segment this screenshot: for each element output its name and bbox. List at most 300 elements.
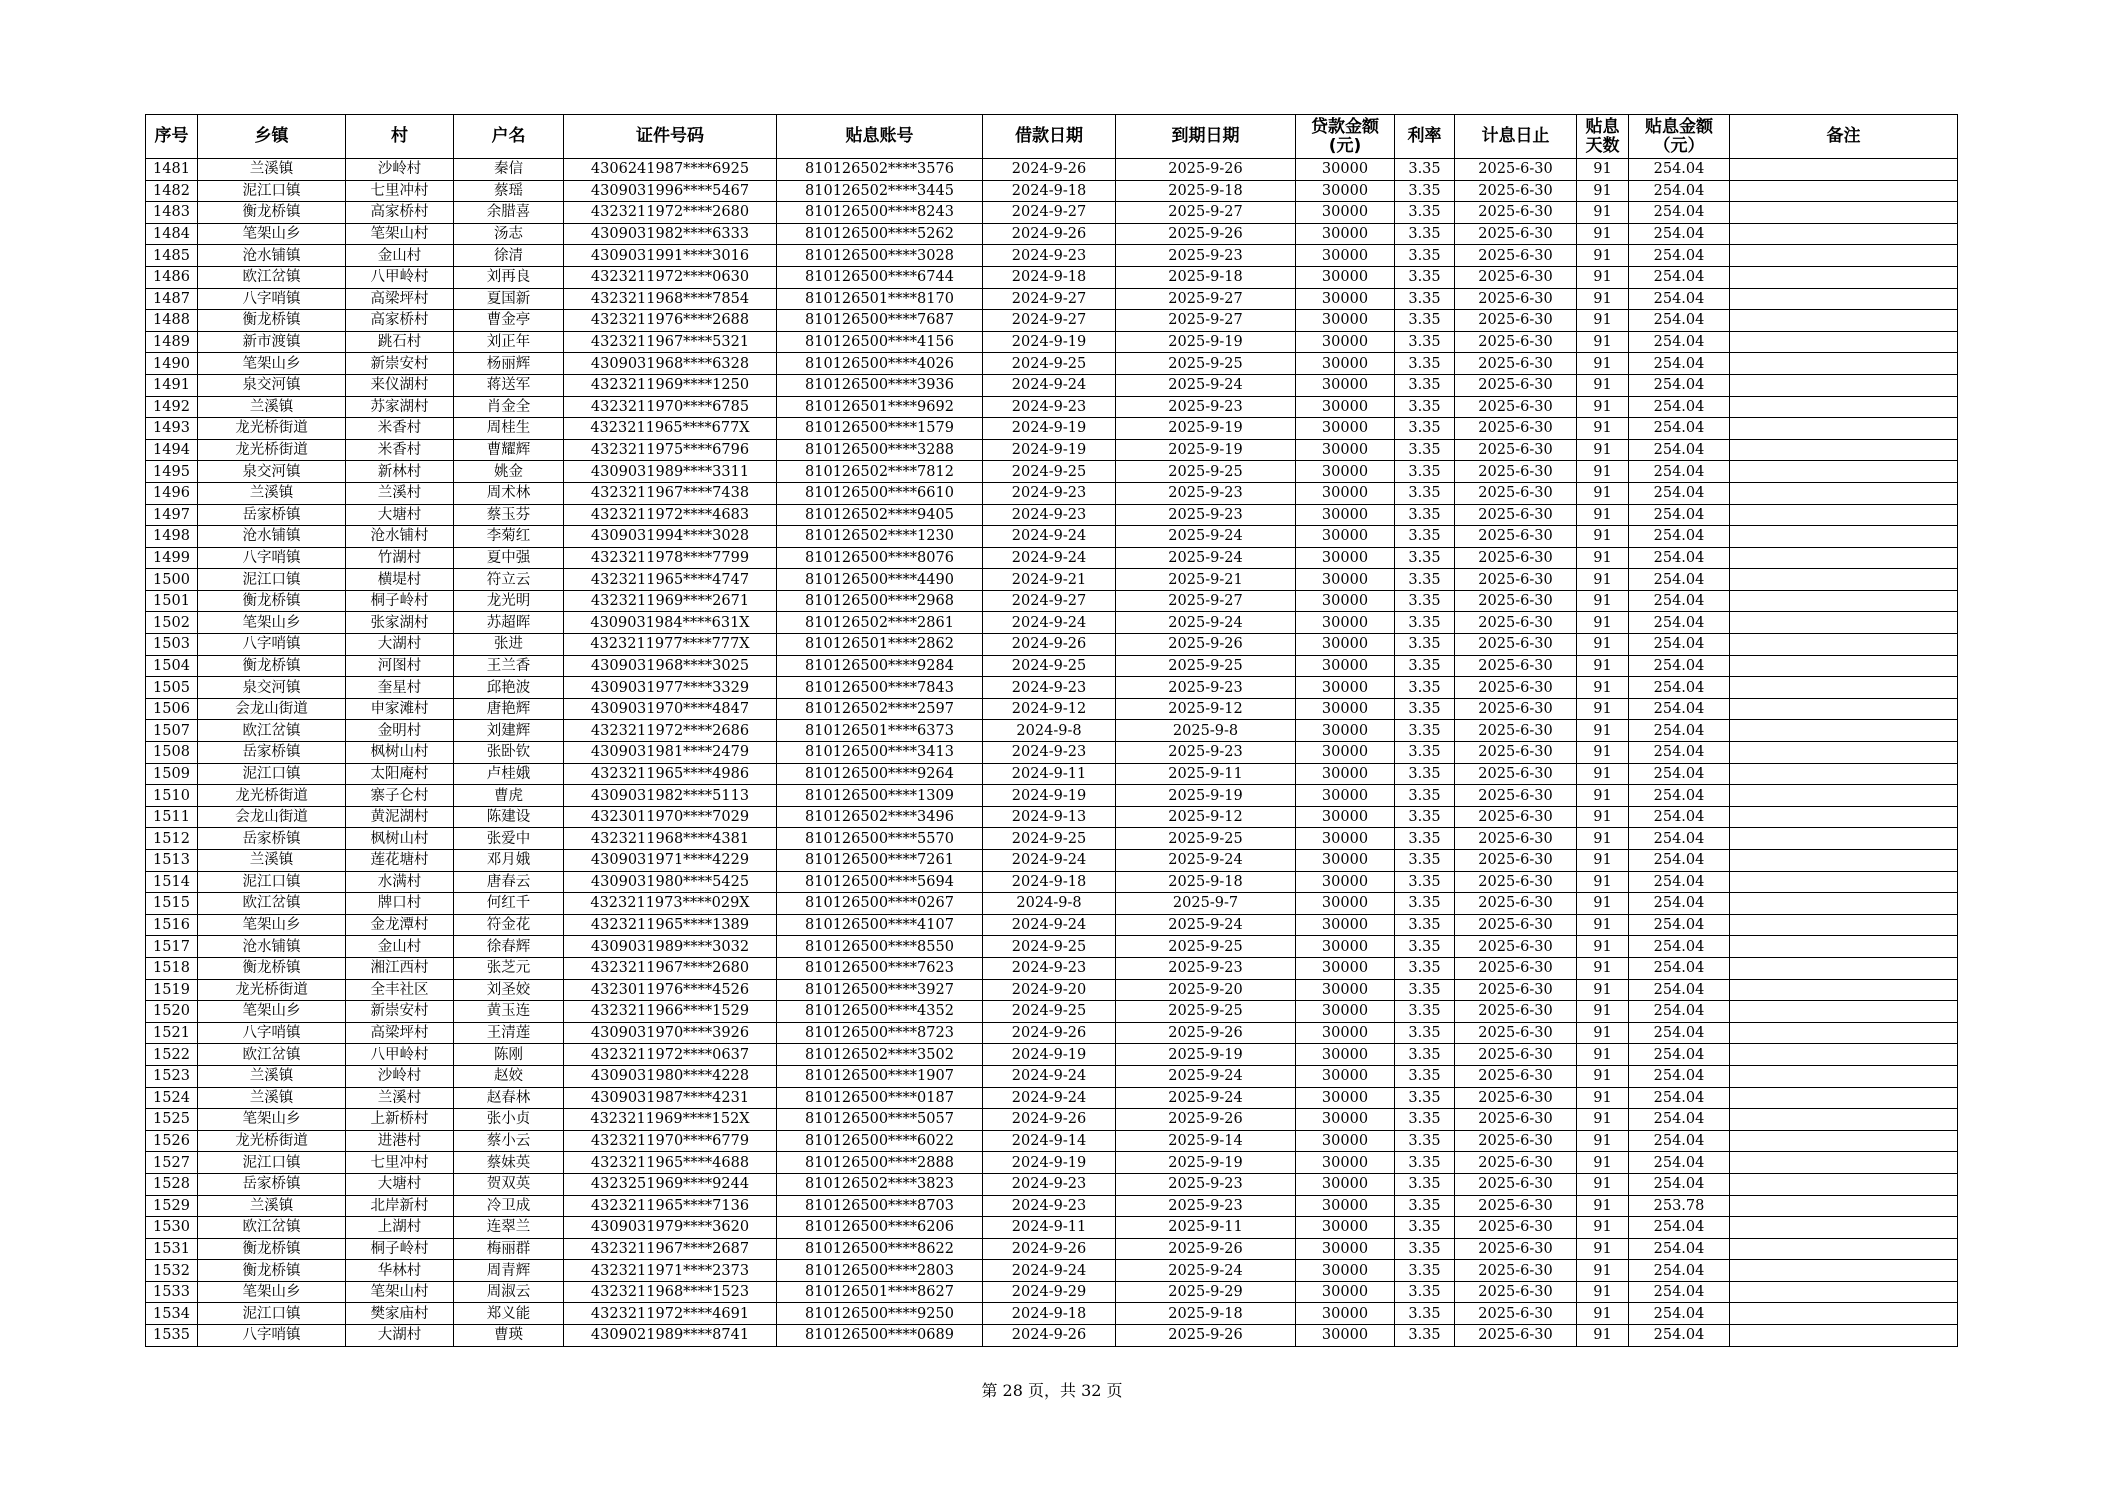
cell-subsidy-days: 91 xyxy=(1577,806,1629,828)
cell-loan-date: 2024-9-19 xyxy=(983,331,1116,353)
cell-village: 新崇安村 xyxy=(346,1001,454,1023)
cell-rate: 3.35 xyxy=(1395,850,1455,872)
cell-subsidy-amount: 254.04 xyxy=(1629,202,1730,224)
cell-name: 连翠兰 xyxy=(454,1217,564,1239)
cell-rate: 3.35 xyxy=(1395,742,1455,764)
cell-name: 周青辉 xyxy=(454,1260,564,1282)
cell-subsidy-days: 91 xyxy=(1577,245,1629,267)
cell-loan-date: 2024-9-23 xyxy=(983,245,1116,267)
cell-remark xyxy=(1730,612,1958,634)
cell-village: 牌口村 xyxy=(346,893,454,915)
cell-loan-amount: 30000 xyxy=(1296,180,1395,202)
table-row xyxy=(146,1217,1958,1239)
cell-interest-end: 2025-6-30 xyxy=(1455,828,1577,850)
cell-account: 810126500****1579 xyxy=(777,418,983,440)
cell-name: 张卧钦 xyxy=(454,742,564,764)
cell-id-number: 4309031968****6328 xyxy=(564,353,777,375)
cell-village: 竹湖村 xyxy=(346,547,454,569)
cell-loan-amount: 30000 xyxy=(1296,1022,1395,1044)
cell-rate: 3.35 xyxy=(1395,1325,1455,1347)
cell-subsidy-amount: 254.04 xyxy=(1629,1130,1730,1152)
cell-account: 810126500****7261 xyxy=(777,850,983,872)
cell-loan-amount: 30000 xyxy=(1296,590,1395,612)
cell-town: 泥江口镇 xyxy=(198,569,346,591)
cell-name: 蔡小云 xyxy=(454,1130,564,1152)
cell-interest-end: 2025-6-30 xyxy=(1455,957,1577,979)
cell-interest-end: 2025-6-30 xyxy=(1455,806,1577,828)
cell-subsidy-amount: 254.04 xyxy=(1629,1152,1730,1174)
cell-due-date: 2025-9-27 xyxy=(1116,310,1296,332)
cell-loan-date: 2024-9-27 xyxy=(983,288,1116,310)
cell-loan-date: 2024-9-25 xyxy=(983,828,1116,850)
cell-subsidy-amount: 253.78 xyxy=(1629,1195,1730,1217)
cell-seq: 1505 xyxy=(146,677,198,699)
cell-due-date: 2025-9-26 xyxy=(1116,1022,1296,1044)
cell-due-date: 2025-9-12 xyxy=(1116,806,1296,828)
cell-subsidy-days: 91 xyxy=(1577,1130,1629,1152)
cell-town: 欧江岔镇 xyxy=(198,1217,346,1239)
header-seq: 序号 xyxy=(146,115,198,159)
cell-account: 810126502****3445 xyxy=(777,180,983,202)
table-row xyxy=(146,1173,1958,1195)
cell-village: 苏家湖村 xyxy=(346,396,454,418)
cell-account: 810126500****5570 xyxy=(777,828,983,850)
cell-loan-date: 2024-9-19 xyxy=(983,785,1116,807)
cell-subsidy-days: 91 xyxy=(1577,979,1629,1001)
cell-loan-amount: 30000 xyxy=(1296,1109,1395,1131)
cell-account: 810126500****9284 xyxy=(777,655,983,677)
cell-loan-amount: 30000 xyxy=(1296,482,1395,504)
cell-interest-end: 2025-6-30 xyxy=(1455,936,1577,958)
cell-remark xyxy=(1730,1238,1958,1260)
cell-interest-end: 2025-6-30 xyxy=(1455,266,1577,288)
cell-subsidy-days: 91 xyxy=(1577,590,1629,612)
cell-due-date: 2025-9-27 xyxy=(1116,288,1296,310)
cell-due-date: 2025-9-21 xyxy=(1116,569,1296,591)
cell-subsidy-amount: 254.04 xyxy=(1629,331,1730,353)
cell-interest-end: 2025-6-30 xyxy=(1455,569,1577,591)
cell-remark xyxy=(1730,785,1958,807)
cell-rate: 3.35 xyxy=(1395,871,1455,893)
cell-due-date: 2025-9-24 xyxy=(1116,526,1296,548)
cell-account: 810126500****7623 xyxy=(777,957,983,979)
cell-seq: 1527 xyxy=(146,1152,198,1174)
cell-rate: 3.35 xyxy=(1395,677,1455,699)
cell-subsidy-days: 91 xyxy=(1577,396,1629,418)
cell-seq: 1482 xyxy=(146,180,198,202)
cell-loan-amount: 30000 xyxy=(1296,1217,1395,1239)
cell-rate: 3.35 xyxy=(1395,504,1455,526)
cell-subsidy-amount: 254.04 xyxy=(1629,806,1730,828)
cell-name: 曹瑛 xyxy=(454,1325,564,1347)
cell-loan-date: 2024-9-27 xyxy=(983,202,1116,224)
cell-seq: 1489 xyxy=(146,331,198,353)
table-row xyxy=(146,439,1958,461)
cell-rate: 3.35 xyxy=(1395,1152,1455,1174)
cell-due-date: 2025-9-19 xyxy=(1116,785,1296,807)
cell-loan-amount: 30000 xyxy=(1296,245,1395,267)
table-row xyxy=(146,850,1958,872)
cell-loan-amount: 30000 xyxy=(1296,979,1395,1001)
cell-seq: 1488 xyxy=(146,310,198,332)
cell-loan-date: 2024-9-24 xyxy=(983,914,1116,936)
cell-town: 泥江口镇 xyxy=(198,1152,346,1174)
cell-village: 兰溪村 xyxy=(346,482,454,504)
cell-seq: 1500 xyxy=(146,569,198,591)
cell-loan-amount: 30000 xyxy=(1296,1325,1395,1347)
cell-subsidy-amount: 254.04 xyxy=(1629,914,1730,936)
cell-subsidy-days: 91 xyxy=(1577,936,1629,958)
cell-rate: 3.35 xyxy=(1395,1281,1455,1303)
cell-interest-end: 2025-6-30 xyxy=(1455,850,1577,872)
cell-loan-amount: 30000 xyxy=(1296,850,1395,872)
header-id-number: 证件号码 xyxy=(564,115,777,159)
cell-name: 夏中强 xyxy=(454,547,564,569)
cell-village: 全丰社区 xyxy=(346,979,454,1001)
table-row xyxy=(146,526,1958,548)
cell-subsidy-amount: 254.04 xyxy=(1629,677,1730,699)
cell-subsidy-amount: 254.04 xyxy=(1629,159,1730,181)
cell-interest-end: 2025-6-30 xyxy=(1455,1303,1577,1325)
table-row xyxy=(146,1260,1958,1282)
header-rate: 利率 xyxy=(1395,115,1455,159)
cell-account: 810126500****8622 xyxy=(777,1238,983,1260)
cell-account: 810126500****8723 xyxy=(777,1022,983,1044)
table-row xyxy=(146,1087,1958,1109)
cell-rate: 3.35 xyxy=(1395,698,1455,720)
cell-due-date: 2025-9-19 xyxy=(1116,418,1296,440)
cell-name: 张小贞 xyxy=(454,1109,564,1131)
cell-remark xyxy=(1730,245,1958,267)
table-row xyxy=(146,698,1958,720)
cell-interest-end: 2025-6-30 xyxy=(1455,353,1577,375)
cell-village: 笔架山村 xyxy=(346,1281,454,1303)
cell-village: 高家桥村 xyxy=(346,202,454,224)
cell-town: 会龙山街道 xyxy=(198,698,346,720)
cell-rate: 3.35 xyxy=(1395,590,1455,612)
cell-name: 曹虎 xyxy=(454,785,564,807)
cell-town: 欧江岔镇 xyxy=(198,1044,346,1066)
cell-town: 衡龙桥镇 xyxy=(198,1260,346,1282)
table-row xyxy=(146,1044,1958,1066)
cell-loan-date: 2024-9-26 xyxy=(983,1109,1116,1131)
cell-name: 秦信 xyxy=(454,159,564,181)
header-loan-date: 借款日期 xyxy=(983,115,1116,159)
cell-account: 810126500****9264 xyxy=(777,763,983,785)
table-row xyxy=(146,1281,1958,1303)
cell-town: 衡龙桥镇 xyxy=(198,310,346,332)
cell-loan-date: 2024-9-23 xyxy=(983,957,1116,979)
cell-id-number: 4309031977****3329 xyxy=(564,677,777,699)
cell-village: 米香村 xyxy=(346,439,454,461)
cell-id-number: 4323211967****7438 xyxy=(564,482,777,504)
cell-interest-end: 2025-6-30 xyxy=(1455,1238,1577,1260)
table-row xyxy=(146,634,1958,656)
cell-subsidy-amount: 254.04 xyxy=(1629,590,1730,612)
cell-due-date: 2025-9-19 xyxy=(1116,439,1296,461)
cell-village: 黄泥湖村 xyxy=(346,806,454,828)
cell-subsidy-days: 91 xyxy=(1577,1325,1629,1347)
cell-id-number: 4323251969****9244 xyxy=(564,1173,777,1195)
cell-subsidy-amount: 254.04 xyxy=(1629,1173,1730,1195)
cell-id-number: 4323011976****4526 xyxy=(564,979,777,1001)
cell-due-date: 2025-9-19 xyxy=(1116,1152,1296,1174)
cell-interest-end: 2025-6-30 xyxy=(1455,1173,1577,1195)
cell-rate: 3.35 xyxy=(1395,828,1455,850)
cell-village: 七里冲村 xyxy=(346,180,454,202)
cell-subsidy-amount: 254.04 xyxy=(1629,461,1730,483)
cell-remark xyxy=(1730,850,1958,872)
cell-interest-end: 2025-6-30 xyxy=(1455,288,1577,310)
cell-loan-date: 2024-9-24 xyxy=(983,374,1116,396)
cell-name: 徐清 xyxy=(454,245,564,267)
cell-subsidy-amount: 254.04 xyxy=(1629,979,1730,1001)
cell-subsidy-days: 91 xyxy=(1577,374,1629,396)
cell-name: 苏超晖 xyxy=(454,612,564,634)
cell-interest-end: 2025-6-30 xyxy=(1455,720,1577,742)
cell-rate: 3.35 xyxy=(1395,374,1455,396)
cell-town: 龙光桥街道 xyxy=(198,439,346,461)
cell-interest-end: 2025-6-30 xyxy=(1455,1325,1577,1347)
cell-rate: 3.35 xyxy=(1395,936,1455,958)
header-village: 村 xyxy=(346,115,454,159)
cell-account: 810126500****8703 xyxy=(777,1195,983,1217)
cell-remark xyxy=(1730,1281,1958,1303)
cell-loan-amount: 30000 xyxy=(1296,655,1395,677)
cell-subsidy-days: 91 xyxy=(1577,331,1629,353)
cell-due-date: 2025-9-23 xyxy=(1116,396,1296,418)
cell-account: 810126500****8076 xyxy=(777,547,983,569)
cell-account: 810126501****9692 xyxy=(777,396,983,418)
cell-name: 蔡玉芬 xyxy=(454,504,564,526)
cell-interest-end: 2025-6-30 xyxy=(1455,180,1577,202)
cell-loan-amount: 30000 xyxy=(1296,806,1395,828)
cell-id-number: 4323211967****5321 xyxy=(564,331,777,353)
cell-due-date: 2025-9-19 xyxy=(1116,1044,1296,1066)
table-row xyxy=(146,461,1958,483)
cell-subsidy-amount: 254.04 xyxy=(1629,245,1730,267)
cell-name: 赵姣 xyxy=(454,1065,564,1087)
cell-name: 周淑云 xyxy=(454,1281,564,1303)
cell-subsidy-days: 91 xyxy=(1577,893,1629,915)
cell-loan-date: 2024-9-23 xyxy=(983,504,1116,526)
cell-village: 寨子仑村 xyxy=(346,785,454,807)
cell-subsidy-days: 91 xyxy=(1577,1303,1629,1325)
cell-subsidy-days: 91 xyxy=(1577,1087,1629,1109)
cell-id-number: 4323211978****7799 xyxy=(564,547,777,569)
cell-town: 泥江口镇 xyxy=(198,180,346,202)
cell-remark xyxy=(1730,223,1958,245)
cell-remark xyxy=(1730,310,1958,332)
cell-loan-amount: 30000 xyxy=(1296,742,1395,764)
cell-due-date: 2025-9-26 xyxy=(1116,223,1296,245)
cell-loan-amount: 30000 xyxy=(1296,1260,1395,1282)
cell-id-number: 4323211967****2680 xyxy=(564,957,777,979)
cell-loan-amount: 30000 xyxy=(1296,223,1395,245)
table-row xyxy=(146,1303,1958,1325)
table-row xyxy=(146,482,1958,504)
cell-rate: 3.35 xyxy=(1395,785,1455,807)
cell-subsidy-amount: 254.04 xyxy=(1629,612,1730,634)
cell-town: 兰溪镇 xyxy=(198,1195,346,1217)
cell-village: 枫树山村 xyxy=(346,828,454,850)
cell-remark xyxy=(1730,1065,1958,1087)
cell-name: 符立云 xyxy=(454,569,564,591)
cell-account: 810126502****2597 xyxy=(777,698,983,720)
cell-id-number: 4309031989****3032 xyxy=(564,936,777,958)
cell-remark xyxy=(1730,763,1958,785)
cell-name: 赵春林 xyxy=(454,1087,564,1109)
cell-interest-end: 2025-6-30 xyxy=(1455,461,1577,483)
cell-village: 上新桥村 xyxy=(346,1109,454,1131)
cell-loan-amount: 30000 xyxy=(1296,418,1395,440)
table-row xyxy=(146,720,1958,742)
cell-interest-end: 2025-6-30 xyxy=(1455,223,1577,245)
cell-loan-amount: 30000 xyxy=(1296,439,1395,461)
cell-seq: 1531 xyxy=(146,1238,198,1260)
cell-subsidy-days: 91 xyxy=(1577,1195,1629,1217)
cell-village: 太阳庵村 xyxy=(346,763,454,785)
cell-rate: 3.35 xyxy=(1395,957,1455,979)
cell-account: 810126500****3927 xyxy=(777,979,983,1001)
cell-loan-date: 2024-9-26 xyxy=(983,1238,1116,1260)
cell-subsidy-amount: 254.04 xyxy=(1629,396,1730,418)
cell-rate: 3.35 xyxy=(1395,245,1455,267)
cell-village: 湘江西村 xyxy=(346,957,454,979)
cell-seq: 1490 xyxy=(146,353,198,375)
cell-town: 龙光桥街道 xyxy=(198,418,346,440)
cell-due-date: 2025-9-25 xyxy=(1116,936,1296,958)
cell-seq: 1521 xyxy=(146,1022,198,1044)
cell-remark xyxy=(1730,1195,1958,1217)
cell-remark xyxy=(1730,180,1958,202)
cell-loan-date: 2024-9-21 xyxy=(983,569,1116,591)
cell-village: 奎星村 xyxy=(346,677,454,699)
cell-seq: 1498 xyxy=(146,526,198,548)
cell-subsidy-amount: 254.04 xyxy=(1629,1087,1730,1109)
cell-subsidy-amount: 254.04 xyxy=(1629,569,1730,591)
cell-loan-date: 2024-9-11 xyxy=(983,1217,1116,1239)
cell-due-date: 2025-9-23 xyxy=(1116,504,1296,526)
cell-seq: 1503 xyxy=(146,634,198,656)
cell-village: 桐子岭村 xyxy=(346,590,454,612)
cell-account: 810126502****3823 xyxy=(777,1173,983,1195)
cell-loan-amount: 30000 xyxy=(1296,353,1395,375)
cell-village: 华林村 xyxy=(346,1260,454,1282)
cell-remark xyxy=(1730,634,1958,656)
cell-account: 810126500****8550 xyxy=(777,936,983,958)
table-row xyxy=(146,893,1958,915)
cell-interest-end: 2025-6-30 xyxy=(1455,785,1577,807)
cell-town: 沧水铺镇 xyxy=(198,526,346,548)
cell-interest-end: 2025-6-30 xyxy=(1455,1281,1577,1303)
cell-subsidy-amount: 254.04 xyxy=(1629,850,1730,872)
table-row xyxy=(146,763,1958,785)
cell-subsidy-amount: 254.04 xyxy=(1629,936,1730,958)
cell-village: 八甲岭村 xyxy=(346,1044,454,1066)
cell-account: 810126500****8243 xyxy=(777,202,983,224)
cell-town: 泉交河镇 xyxy=(198,677,346,699)
table-row xyxy=(146,569,1958,591)
cell-village: 米香村 xyxy=(346,418,454,440)
cell-seq: 1508 xyxy=(146,742,198,764)
cell-town: 八字哨镇 xyxy=(198,1022,346,1044)
cell-id-number: 4323211972****4683 xyxy=(564,504,777,526)
cell-name: 王清莲 xyxy=(454,1022,564,1044)
cell-village: 金明村 xyxy=(346,720,454,742)
cell-remark xyxy=(1730,871,1958,893)
cell-interest-end: 2025-6-30 xyxy=(1455,374,1577,396)
cell-town: 衡龙桥镇 xyxy=(198,202,346,224)
cell-town: 泉交河镇 xyxy=(198,374,346,396)
cell-subsidy-amount: 254.04 xyxy=(1629,828,1730,850)
cell-name: 唐艳辉 xyxy=(454,698,564,720)
cell-village: 大湖村 xyxy=(346,1325,454,1347)
cell-village: 大湖村 xyxy=(346,634,454,656)
cell-id-number: 4309031979****3620 xyxy=(564,1217,777,1239)
cell-account: 810126500****4026 xyxy=(777,353,983,375)
cell-loan-date: 2024-9-24 xyxy=(983,850,1116,872)
cell-subsidy-amount: 254.04 xyxy=(1629,439,1730,461)
header-interest-end: 计息日止 xyxy=(1455,115,1577,159)
cell-loan-date: 2024-9-18 xyxy=(983,266,1116,288)
cell-id-number: 4309031968****3025 xyxy=(564,655,777,677)
cell-subsidy-amount: 254.04 xyxy=(1629,374,1730,396)
cell-account: 810126500****6022 xyxy=(777,1130,983,1152)
cell-account: 810126500****0689 xyxy=(777,1325,983,1347)
cell-name: 蔡妹英 xyxy=(454,1152,564,1174)
cell-loan-amount: 30000 xyxy=(1296,720,1395,742)
cell-loan-amount: 30000 xyxy=(1296,310,1395,332)
table-row xyxy=(146,180,1958,202)
cell-loan-amount: 30000 xyxy=(1296,547,1395,569)
cell-subsidy-amount: 254.04 xyxy=(1629,526,1730,548)
cell-name: 卢桂娥 xyxy=(454,763,564,785)
cell-rate: 3.35 xyxy=(1395,1238,1455,1260)
cell-loan-date: 2024-9-12 xyxy=(983,698,1116,720)
cell-due-date: 2025-9-24 xyxy=(1116,850,1296,872)
cell-id-number: 4323211967****2687 xyxy=(564,1238,777,1260)
cell-id-number: 4323211972****2686 xyxy=(564,720,777,742)
cell-name: 唐春云 xyxy=(454,871,564,893)
cell-seq: 1513 xyxy=(146,850,198,872)
cell-loan-date: 2024-9-26 xyxy=(983,1022,1116,1044)
cell-name: 肖金全 xyxy=(454,396,564,418)
cell-rate: 3.35 xyxy=(1395,569,1455,591)
cell-loan-amount: 30000 xyxy=(1296,763,1395,785)
cell-id-number: 4323211965****4747 xyxy=(564,569,777,591)
cell-due-date: 2025-9-23 xyxy=(1116,677,1296,699)
cell-rate: 3.35 xyxy=(1395,1195,1455,1217)
cell-loan-amount: 30000 xyxy=(1296,698,1395,720)
cell-remark xyxy=(1730,331,1958,353)
cell-remark xyxy=(1730,957,1958,979)
cell-due-date: 2025-9-23 xyxy=(1116,957,1296,979)
cell-town: 八字哨镇 xyxy=(198,547,346,569)
cell-interest-end: 2025-6-30 xyxy=(1455,1065,1577,1087)
cell-loan-amount: 30000 xyxy=(1296,1001,1395,1023)
cell-remark xyxy=(1730,482,1958,504)
cell-loan-date: 2024-9-25 xyxy=(983,1001,1116,1023)
cell-town: 衡龙桥镇 xyxy=(198,590,346,612)
cell-town: 笔架山乡 xyxy=(198,223,346,245)
cell-seq: 1515 xyxy=(146,893,198,915)
cell-subsidy-amount: 254.04 xyxy=(1629,1217,1730,1239)
cell-id-number: 4309031980****4228 xyxy=(564,1065,777,1087)
cell-interest-end: 2025-6-30 xyxy=(1455,159,1577,181)
cell-subsidy-days: 91 xyxy=(1577,418,1629,440)
cell-due-date: 2025-9-18 xyxy=(1116,180,1296,202)
